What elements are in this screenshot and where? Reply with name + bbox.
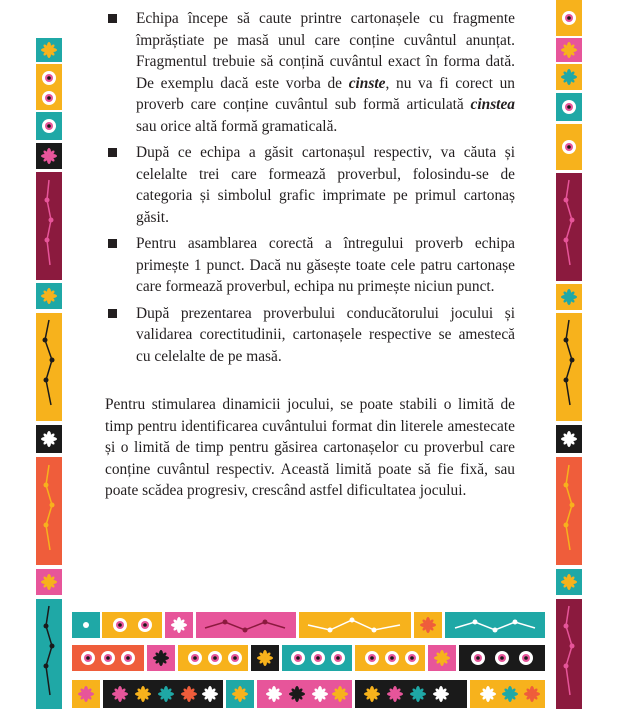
rule-1-text-b: , nu va fi corect un proverb care conține cuvântul sub formă articulată <box>136 74 516 113</box>
bullet-square-icon <box>108 309 117 318</box>
rule-item-2 <box>105 142 515 228</box>
rule-2-text: După ce echipa a găsit cartonașul respectiv, va căuta și celelalte trei care formează proverbul, folosindu-se de categoria și simbolul grafic imprimate pe primul cartonaș găsit. <box>136 144 515 226</box>
rule-4-text: După prezentarea proverbului conducătorului jocului și validarea corectitudinii, cartonașele respective se amestecă cu celelalte de pe masă. <box>136 304 515 365</box>
bullet-square-icon <box>108 239 117 248</box>
rule-item-3 <box>105 233 515 298</box>
game-rules-text <box>105 8 515 502</box>
word-cinste: cinste <box>348 74 386 92</box>
time-limit-paragraph: Pentru stimularea dinamicii jocului, se poate stabili o limită de timp pentru identificarea cuvântului format din literele amestecate și o limită de timp pentru găsirea cartonașelor cu proverbul care conține cuvântul respectiv. Această limită poate să fie fixă, sau poate scădea progresiv, crescând astfel dificultatea jocului. <box>105 396 515 499</box>
rule-3-text: Pentru asamblarea corectă a întregului proverb echipa primește 1 punct. Dacă nu găsește toate cele patru cartonașe care formează proverbul, echipa nu primește niciun punct. <box>136 235 515 295</box>
word-cinstea: cinstea <box>470 96 515 113</box>
left-border-column <box>36 38 62 709</box>
bullet-square-icon <box>108 14 117 23</box>
rule-1-text-c: sau orice altă formă gramaticală. <box>136 117 338 135</box>
bottom-border-rows <box>72 612 545 708</box>
right-border-column <box>556 0 582 709</box>
rule-item-4 <box>105 303 515 368</box>
rule-item-1 <box>105 8 515 137</box>
rule-1-text-a: Echipa începe să caute printre cartonașele cu fragmente împrăștiate pe masă unul care conține cuvântul anunțat. Fragmentul trebuie să conțină cuvântul exact în forma dată. De exemplu dacă este vorba de <box>136 10 515 92</box>
rules-list <box>105 8 515 367</box>
bullet-square-icon <box>108 148 117 157</box>
